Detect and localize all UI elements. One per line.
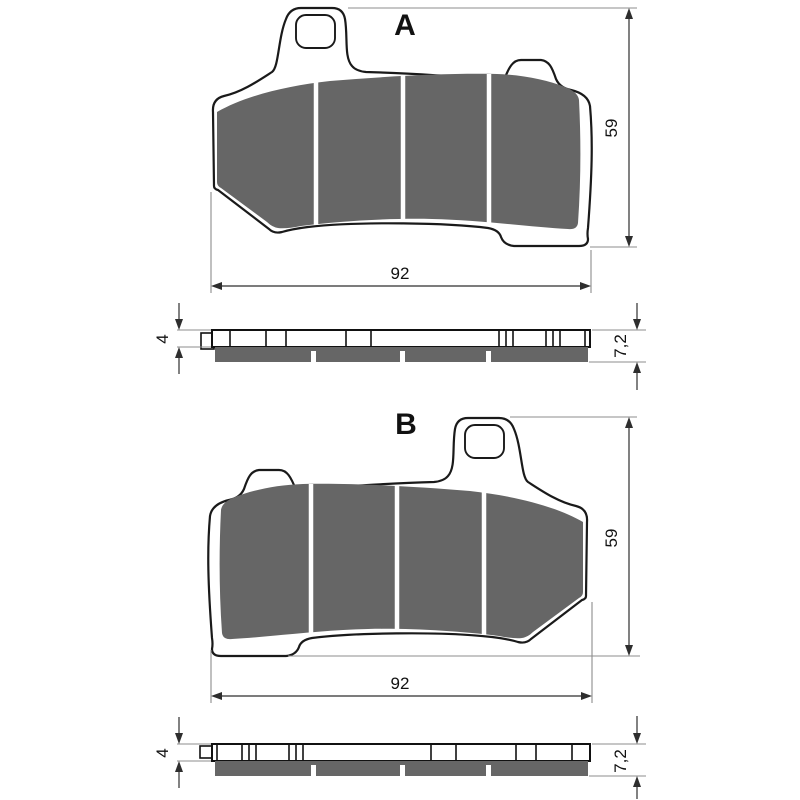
friction-slot bbox=[486, 765, 491, 776]
friction-slot bbox=[311, 765, 316, 776]
dim-b-total-label: 7,2 bbox=[611, 749, 630, 773]
friction-slot bbox=[486, 351, 491, 362]
friction-slot bbox=[311, 351, 316, 362]
view-b-label: B bbox=[395, 408, 417, 441]
dim-b-height-label: 59 bbox=[602, 528, 621, 548]
dim-b-total-thickness bbox=[589, 716, 646, 799]
pad-a-front-shape bbox=[213, 8, 592, 246]
pad-b-side-plate bbox=[212, 744, 590, 761]
dim-a-plate-label: 4 bbox=[153, 334, 172, 344]
dim-b-plate-label: 4 bbox=[153, 748, 172, 758]
dim-a-total-label: 7,2 bbox=[611, 334, 630, 358]
view-a-label: A bbox=[394, 9, 416, 42]
dim-a-height-label: 59 bbox=[602, 118, 621, 138]
friction-slot bbox=[400, 765, 405, 776]
pad-a-side-plate bbox=[212, 330, 590, 347]
pad-b-front-shape bbox=[208, 418, 587, 656]
dim-b-width-label: 92 bbox=[390, 674, 410, 693]
dim-a-width-label: 92 bbox=[390, 264, 410, 283]
dim-a-total-thickness bbox=[589, 303, 646, 390]
friction-slot bbox=[400, 351, 405, 362]
